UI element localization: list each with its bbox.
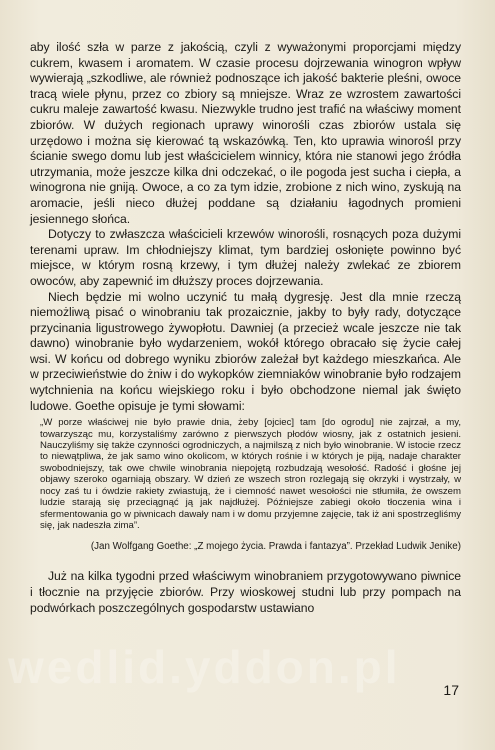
watermark: wedlid.yddon.pl [8,641,401,693]
paragraph-preparations: Już na kilka tygodni przed właściwym winobraniem przygotowywano piwnice i tłocznie na przyjęcie zbiorów. Przy wioskowej studni lub przy pompach na podwórkach poszczególnych gospodarstw ustawiano [30,569,461,615]
paragraph-ripening: aby ilość szła w parze z jakością, czyli z wyważonymi proporcjami między cukrem, kwasem i aromatem. W czasie procesu dojrzewania winogron wpływ wywierają „szkodliwe, ale również podnoszące ich jakość bakterie pleśni, owoce tracą wiele płynu, przez co zbiory są mniejsze. Wraz ze wzrostem zawartości cukru maleje zawartość kwasu. Niezwykle trudno jest trafić na właściwy moment zbiorów. W dużych regionach uprawy winorośli czas zbiorów ustala się urzędowo i można się kierować tą wskazówką. Ten, kto uprawia winorośl przy ścianie swego domu lub jest właścicielem winnicy, która nie stanowi jego źródła utrzymania, może jeszcze kilka dni odczekać, o ile pogoda jest sucha i ciepła, a winogrona nie gniją. Owoce, a co za tym idzie, zrobione z nich wino, zyskują na aromacie, jeśli nieco dłużej poddane są działaniu łagodnych promieni jesiennego słońca. [30,40,461,226]
paragraph-vine-owners: Dotyczy to zwłaszcza właścicieli krzewów winorośli, rosnących poza dużymi terenami upraw. Im chłodniejszy klimat, tym bardziej osłonięte powinno być miejsce, w którym rosną krzewy, i tym dłużej należy zwlekać ze zbiorem owoców, aby zapewnić im dłuższy proces dojrzewania. [30,227,461,288]
quote-citation: (Jan Wolfgang Goethe: „Z mojego życia. Prawda i fantazya”. Przekład Ludwik Jenike) [90,541,461,553]
goethe-quote: „W porze właściwej nie było prawie dnia, żeby [ojciec] tam [do ogrodu] nie zajrzał, a my, towarzysząc mu, korzystaliśmy zarówno z pierwszych płodów wiosny, jak z ostatnich jesieni. Nauczyliśmy się także czynności ogrodniczych, a najmilszą z nich było winobranie. W istocie rzecz to niewątpliwa, że jak samo wino okolicom, w których rośnie i w których je piją, nadaje charakter swobodniejszy, tak owe chwile winobrania niepojętą rozbudzają wesołość. Radość i głośne jej objawy szeroko ogarniają obszary. W dzień ze wszech stron rozlegają się okrzyki i wystrzały, w nocy zaś tu i ówdzie rakiety zwiastują, że i ciemność nawet wesołości nie stłumiła, że owszem ludzie starają się przeciągnąć ją jak najdłużej. Późniejsze zabiegi około tłoczenia wina i sfermentowania go w piwnicach dawały nam i w domu przyjemne zajęcie, tak iż ani spostrzegliśmy się, jak nadeszła zima”. [40,417,461,531]
paragraph-digression: Niech będzie mi wolno uczynić tu małą dygresję. Jest dla mnie rzeczą niemożliwą pisać o winobraniu tak prozaicznie, jakby to były rady, dotyczące przycinania ligustrowego żywopłotu. Dawniej (a przecież wcale jeszcze nie tak dawno) winobranie było wydarzeniem, wokół którego obracało się życie całej wsi. W końcu od dobrego wyniku zbiorów zależał byt każdego mieszkańca. Ale w przeciwieństwie do żniw i do wykopków ziemniaków winobranie było rodzajem wytchnienia na końcu wiejskiego roku i było obchodzone niemal jak święto ludowe. Goethe opisuje je tymi słowami: [30,289,461,413]
page-number: 17 [443,682,459,698]
